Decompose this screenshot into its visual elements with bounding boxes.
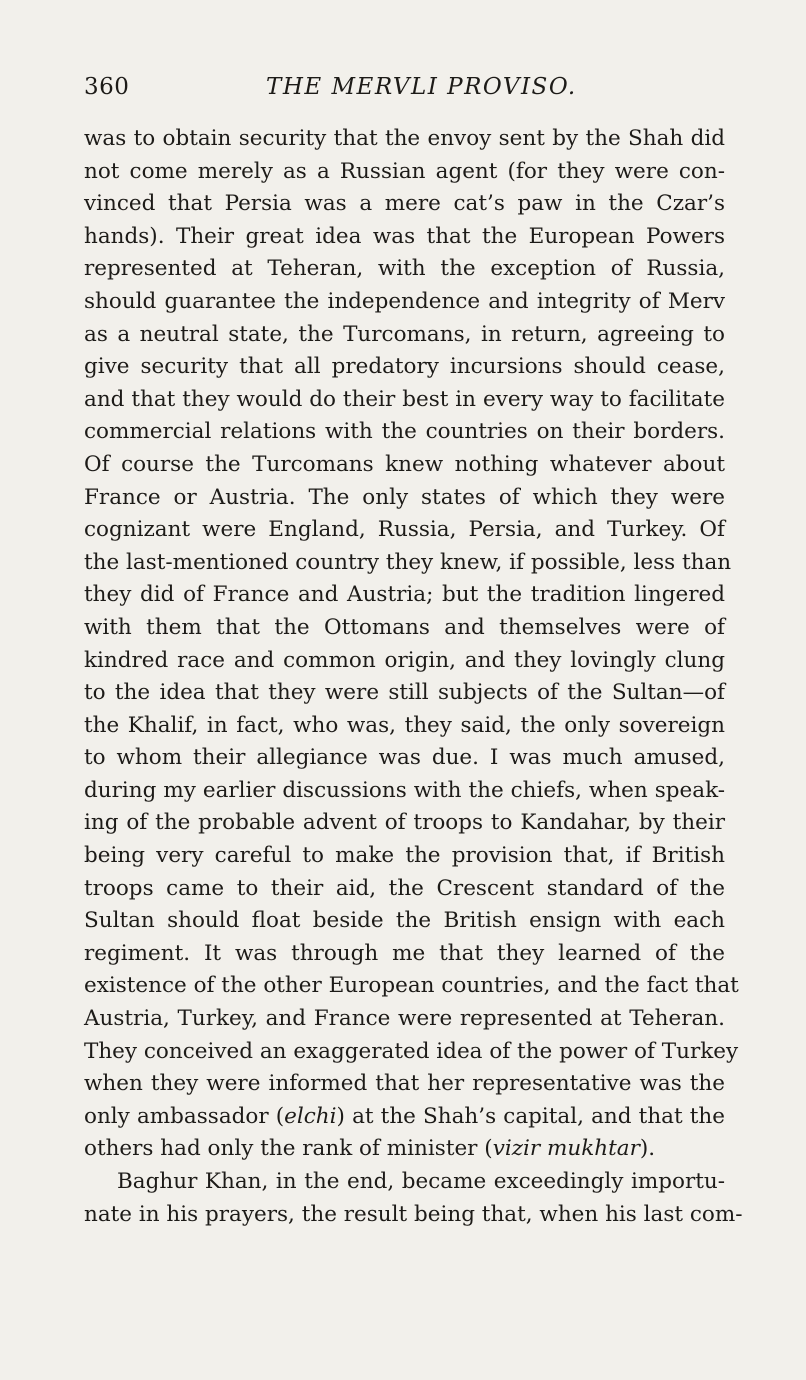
text-line: regiment. It was through me that they learned of the (84, 940, 725, 966)
page-header (84, 74, 725, 108)
text-span: only ambassador ( (84, 1103, 285, 1129)
text-line: with them that the Ottomans and themselves were of (84, 614, 725, 640)
text-line: troops came to their aid, the Crescent standard of the (84, 875, 725, 901)
text-line: kindred race and common origin, and they lovingly clung (84, 647, 725, 673)
text-line: Austria, Turkey, and France were represented at Teheran. (84, 1006, 725, 1032)
text-line: vinced that Persia was a mere cat’s paw in the Czar’s (84, 191, 725, 217)
text-span: ). (639, 1136, 656, 1162)
page-number: 360 (84, 74, 130, 100)
italic-term: elchi (284, 1103, 337, 1129)
text-line: during my earlier discussions with the chiefs, when speak- (84, 777, 725, 803)
italic-term: vizir mukhtar (492, 1136, 640, 1162)
text-span: others had only the rank of minister ( (84, 1136, 493, 1162)
text-line: the last-mentioned country they knew, if possible, less than (84, 549, 732, 575)
text-line: They conceived an exaggerated idea of the power of Turkey (84, 1038, 739, 1064)
text-line: cognizant were England, Russia, Persia, and Turkey. Of (84, 517, 725, 543)
text-line: not come merely as a Russian agent (for they were con- (84, 158, 725, 184)
text-line: to whom their allegiance was due. I was much amused, (84, 745, 725, 771)
text-line: Baghur Khan, in the end, became exceedingly importu- (117, 1169, 725, 1194)
text-line: was to obtain security that the envoy sent by the Shah did (84, 126, 725, 151)
text-line (84, 1133, 725, 1166)
text-line: existence of the other European countries, and the fact that (84, 973, 739, 999)
text-span: ) at the Shah’s capital, and that the (336, 1103, 725, 1129)
text-line (84, 1101, 725, 1134)
text-line: Of course the Turcomans knew nothing whatever about (84, 451, 725, 477)
text-line: represented at Teheran, with the exception of Russia, (84, 256, 725, 282)
text-line: to the idea that they were still subjects of the Sultan—of (84, 680, 725, 706)
text-line: ing of the probable advent of troops to Kandahar, by their (84, 810, 725, 836)
text-line: the Khalif, in fact, who was, they said, the only sovereign (84, 712, 725, 738)
text-line: and that they would do their best in every way to facilitate (84, 386, 725, 412)
text-line: France or Austria. The only states of which they were (84, 484, 725, 510)
text-line: Sultan should float beside the British ensign with each (84, 908, 725, 934)
text-line: commercial relations with the countries on their borders. (84, 419, 725, 445)
text-line: hands). Their great idea was that the European Powers (84, 223, 725, 249)
text-line: being very careful to make the provision that, if British (84, 843, 725, 869)
text-line: nate in his prayers, the result being that, when his last com- (84, 1201, 743, 1227)
text-line: they did of France and Austria; but the tradition lingered (84, 582, 725, 608)
text-line: as a neutral state, the Turcomans, in return, agreeing to (84, 321, 725, 347)
text-line: when they were informed that her representative was the (84, 1071, 725, 1097)
running-head: THE MERVLI PROVISO. (266, 74, 577, 100)
body-text (84, 123, 743, 1231)
text-line: give security that all predatory incursions should cease, (84, 354, 725, 380)
text-line: should guarantee the independence and integrity of Merv (84, 288, 725, 314)
